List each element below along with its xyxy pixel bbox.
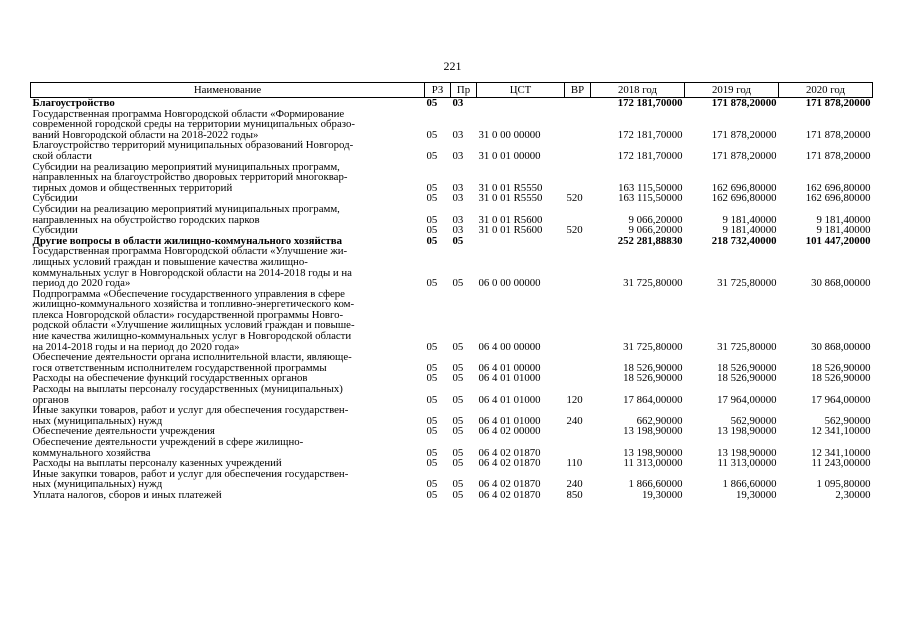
row-cst: 31 0 01 00000 (478, 149, 541, 162)
row-name: Субсидии на реализацию мероприятий муниципальных программ, направленных на обустройство городских парков (32, 202, 340, 226)
row-rz: 05 (426, 340, 438, 353)
row-2018: 252 281,88830 (617, 234, 683, 247)
row-pr: 05 (452, 372, 464, 385)
row-cst: 31 0 00 00000 (478, 128, 541, 141)
row-2018: 1 866,60000 (628, 478, 683, 491)
row-name: Субсидии (32, 224, 78, 237)
row-pr: 03 (452, 213, 464, 226)
row-pr: 05 (452, 393, 464, 406)
row-2018: 19,30000 (642, 488, 683, 501)
row-pr: 03 (452, 181, 464, 194)
row-2020: 11 243,00000 (811, 457, 871, 470)
row-cst: 06 4 01 01000 (478, 393, 541, 406)
row-pr: 05 (452, 478, 464, 491)
table-header-row (31, 83, 873, 98)
row-2019: 562,90000 (730, 414, 777, 427)
table-row (31, 384, 873, 405)
row-cst: 31 0 01 R5550 (478, 181, 543, 194)
header-rz: РЗ (425, 83, 451, 98)
row-2018: 9 066,20000 (628, 213, 683, 226)
row-pr: 05 (452, 446, 464, 459)
row-2020: 2,30000 (835, 488, 871, 501)
row-name: Другие вопросы в области жилищно-коммунального хозяйства (32, 234, 343, 247)
row-2020: 9 181,40000 (816, 213, 871, 226)
row-cst: 06 4 01 00000 (478, 361, 541, 374)
row-name: Расходы на обеспечение функций государственных органов (32, 372, 308, 385)
row-rz: 05 (426, 181, 438, 194)
row-2018: 172 181,70000 (617, 149, 683, 162)
row-name: Государственная программа Новгородской области «Формирование современной городской среды на территории муниципальных образо- ваний Новгородской области на 2018-2022 годы» (32, 107, 355, 141)
row-2020: 562,90000 (824, 414, 871, 427)
row-2020: 12 341,10000 (811, 425, 871, 438)
row-name: Подпрограмма «Обеспечение государственного управления в сфере жилищно-коммунального хозяйства и топливно-энергетического ком- плекса Новгородской области» государственной программы Новго- родской области «Улучшение жилищных условий граждан и повыше- ние качества жилищно-коммунальных услуг в Новгородской области на 2014-2018 годы и на период до 2020 года» (32, 287, 355, 353)
table-row (31, 162, 873, 194)
row-rz: 05 (426, 414, 438, 427)
row-vr: 520 (566, 224, 583, 237)
row-vr: 120 (566, 393, 583, 406)
row-2018: 172 181,70000 (617, 128, 683, 141)
row-2019: 18 526,90000 (717, 372, 777, 385)
row-cst: 31 0 01 R5550 (478, 192, 543, 205)
row-cst: 31 0 01 R5600 (478, 224, 543, 237)
row-cst: 06 4 02 01870 (478, 457, 541, 470)
row-2018: 18 526,90000 (623, 372, 683, 385)
row-rz: 05 (426, 224, 438, 237)
row-2019: 9 181,40000 (722, 224, 777, 237)
row-2019: 171 878,20000 (711, 149, 777, 162)
row-2020: 9 181,40000 (816, 224, 871, 237)
table-row (31, 405, 873, 426)
row-rz: 05 (426, 372, 438, 385)
row-2018: 11 313,00000 (623, 457, 683, 470)
row-2018: 163 115,50000 (618, 192, 683, 205)
row-pr: 05 (452, 488, 464, 501)
row-vr (565, 236, 591, 247)
row-pr: 05 (452, 340, 464, 353)
row-2020: 30 868,00000 (811, 277, 871, 290)
row-rz: 05 (426, 149, 438, 162)
row-2019: 13 198,90000 (717, 425, 777, 438)
row-rz: 05 (426, 234, 438, 247)
table-row (31, 490, 873, 501)
row-2019: 31 725,80000 (717, 277, 777, 290)
budget-table (30, 82, 873, 501)
header-2018: 2018 год (591, 83, 685, 98)
table-row (31, 289, 873, 353)
table-row (31, 109, 873, 141)
row-name: Государственная программа Новгородской области «Улучшение жи- лищных условий граждан и повышение качества жилищно- коммунальных услуг в Новгородской области на 2014-2018 годы и на период до 2020 года» (32, 245, 352, 290)
row-name: Обеспечение деятельности учреждений в сфере жилищно- коммунального хозяйства (32, 436, 304, 459)
row-vr: 520 (566, 192, 583, 205)
row-cst: 31 0 01 R5600 (478, 213, 543, 226)
row-2019: 9 181,40000 (722, 213, 777, 226)
header-2020: 2020 год (779, 83, 873, 98)
table-body (31, 98, 873, 501)
table-row (31, 352, 873, 373)
row-2018: 13 198,90000 (623, 446, 683, 459)
row-cst: 06 4 02 00000 (478, 425, 541, 438)
row-vr (565, 140, 591, 161)
row-rz: 05 (426, 277, 438, 290)
row-vr (565, 246, 591, 288)
row-2019: 11 313,00000 (717, 457, 777, 470)
row-2020: 12 341,10000 (811, 446, 871, 459)
row-2019: 17 964,00000 (717, 393, 777, 406)
row-name: Субсидии (32, 192, 78, 205)
row-2019: 19,30000 (736, 488, 777, 501)
row-cst: 06 4 02 01870 (478, 478, 541, 491)
row-vr: 850 (566, 488, 583, 501)
row-pr: 05 (452, 361, 464, 374)
row-rz: 05 (426, 361, 438, 374)
row-vr (565, 437, 591, 458)
row-pr: 03 (452, 128, 464, 141)
row-vr (565, 98, 591, 109)
row-2018: 163 115,50000 (618, 181, 683, 194)
row-rz: 05 (426, 478, 438, 491)
row-pr: 05 (452, 425, 464, 438)
row-2018: 31 725,80000 (623, 277, 683, 290)
row-vr (565, 204, 591, 225)
row-2020: 18 526,90000 (811, 361, 871, 374)
row-vr: 240 (566, 478, 583, 491)
row-name: Благоустройство (32, 97, 115, 109)
row-2020: 30 868,00000 (811, 340, 871, 353)
table-row (31, 140, 873, 161)
row-pr: 03 (452, 224, 464, 237)
row-pr: 03 (452, 192, 464, 205)
row-cst: 06 4 01 01000 (478, 372, 541, 385)
row-rz: 05 (426, 213, 438, 226)
row-2019: 218 732,40000 (711, 234, 777, 247)
row-2020: 18 526,90000 (811, 372, 871, 385)
table-row (31, 469, 873, 490)
row-cst (477, 236, 565, 247)
row-cst: 06 4 02 01870 (478, 446, 541, 459)
row-name: Субсидии на реализацию мероприятий муниципальных программ, направленных на благоустройство дворовых территорий многоквар- тирных домов и общественных территорий (32, 160, 348, 194)
row-2018: 18 526,90000 (623, 361, 683, 374)
row-2020: 171 878,20000 (805, 128, 871, 141)
row-2018: 31 725,80000 (623, 340, 683, 353)
row-name: Иные закупки товаров, работ и услуг для обеспечения государствен- ных (муниципальных) нужд (32, 467, 349, 491)
row-2019: 13 198,90000 (717, 446, 777, 459)
row-2018: 172 181,70000 (617, 97, 683, 109)
row-rz: 05 (426, 192, 438, 205)
row-rz: 05 (426, 128, 438, 141)
row-2018: 17 864,00000 (623, 393, 683, 406)
row-2019: 171 878,20000 (711, 97, 777, 109)
row-2019: 1 866,60000 (722, 478, 777, 491)
row-name: Расходы на выплаты персоналу казенных учреждений (32, 457, 282, 470)
row-2019: 162 696,80000 (711, 181, 777, 194)
row-vr (565, 289, 591, 353)
page-number: 221 (443, 59, 462, 73)
header-cst: ЦСТ (477, 83, 565, 98)
row-2020: 17 964,00000 (811, 393, 871, 406)
row-pr: 03 (452, 97, 464, 109)
row-2020: 162 696,80000 (805, 181, 871, 194)
row-vr (565, 352, 591, 373)
table-row (31, 204, 873, 225)
row-vr: 110 (566, 457, 583, 470)
table-row (31, 98, 873, 109)
row-pr: 05 (452, 457, 464, 470)
row-rz: 05 (426, 97, 438, 109)
row-name: Уплата налогов, сборов и иных платежей (32, 488, 222, 501)
row-pr: 03 (452, 149, 464, 162)
row-2018: 9 066,20000 (628, 224, 683, 237)
row-2018: 662,90000 (636, 414, 683, 427)
row-pr: 05 (452, 277, 464, 290)
row-2019: 162 696,80000 (711, 192, 777, 205)
row-pr: 05 (452, 234, 464, 247)
header-2019: 2019 год (685, 83, 779, 98)
row-name: Благоустройство территорий муниципальных образований Новгород- ской области (32, 139, 354, 162)
table-row (31, 437, 873, 458)
row-rz: 05 (426, 393, 438, 406)
row-rz: 05 (426, 488, 438, 501)
table-row (31, 246, 873, 288)
header-name: Наименование (31, 83, 425, 98)
row-cst: 06 4 02 01870 (478, 488, 541, 501)
row-2018: 13 198,90000 (623, 425, 683, 438)
header-pr: Пр (451, 83, 477, 98)
row-vr (565, 426, 591, 437)
header-vr: ВР (565, 83, 591, 98)
row-2019: 31 725,80000 (717, 340, 777, 353)
row-name: Обеспечение деятельности учреждения (32, 425, 215, 438)
row-vr (565, 109, 591, 141)
row-cst: 06 0 00 00000 (478, 277, 541, 290)
row-name: Обеспечение деятельности органа исполнительной власти, являюще- гося ответственным исполнителем государственной программы (32, 351, 352, 374)
row-2020: 171 878,20000 (805, 97, 871, 109)
row-rz: 05 (426, 457, 438, 470)
row-name: Расходы на выплаты персоналу государственных (муниципальных) органов (32, 383, 343, 406)
row-vr: 240 (566, 414, 583, 427)
row-2019: 18 526,90000 (717, 361, 777, 374)
row-cst: 06 4 01 01000 (478, 414, 541, 427)
row-2020: 1 095,80000 (816, 478, 871, 491)
row-vr (565, 162, 591, 194)
row-rz: 05 (426, 446, 438, 459)
row-cst: 06 4 00 00000 (478, 340, 541, 353)
row-name: Иные закупки товаров, работ и услуг для обеспечения государствен- ных (муниципальных) нужд (32, 404, 349, 427)
row-cst (477, 98, 565, 109)
row-2019: 171 878,20000 (711, 128, 777, 141)
row-pr: 05 (452, 414, 464, 427)
row-2020: 101 447,20000 (805, 234, 871, 247)
row-2020: 171 878,20000 (805, 149, 871, 162)
row-vr (565, 373, 591, 384)
row-rz: 05 (426, 425, 438, 438)
row-2020: 162 696,80000 (805, 192, 871, 205)
